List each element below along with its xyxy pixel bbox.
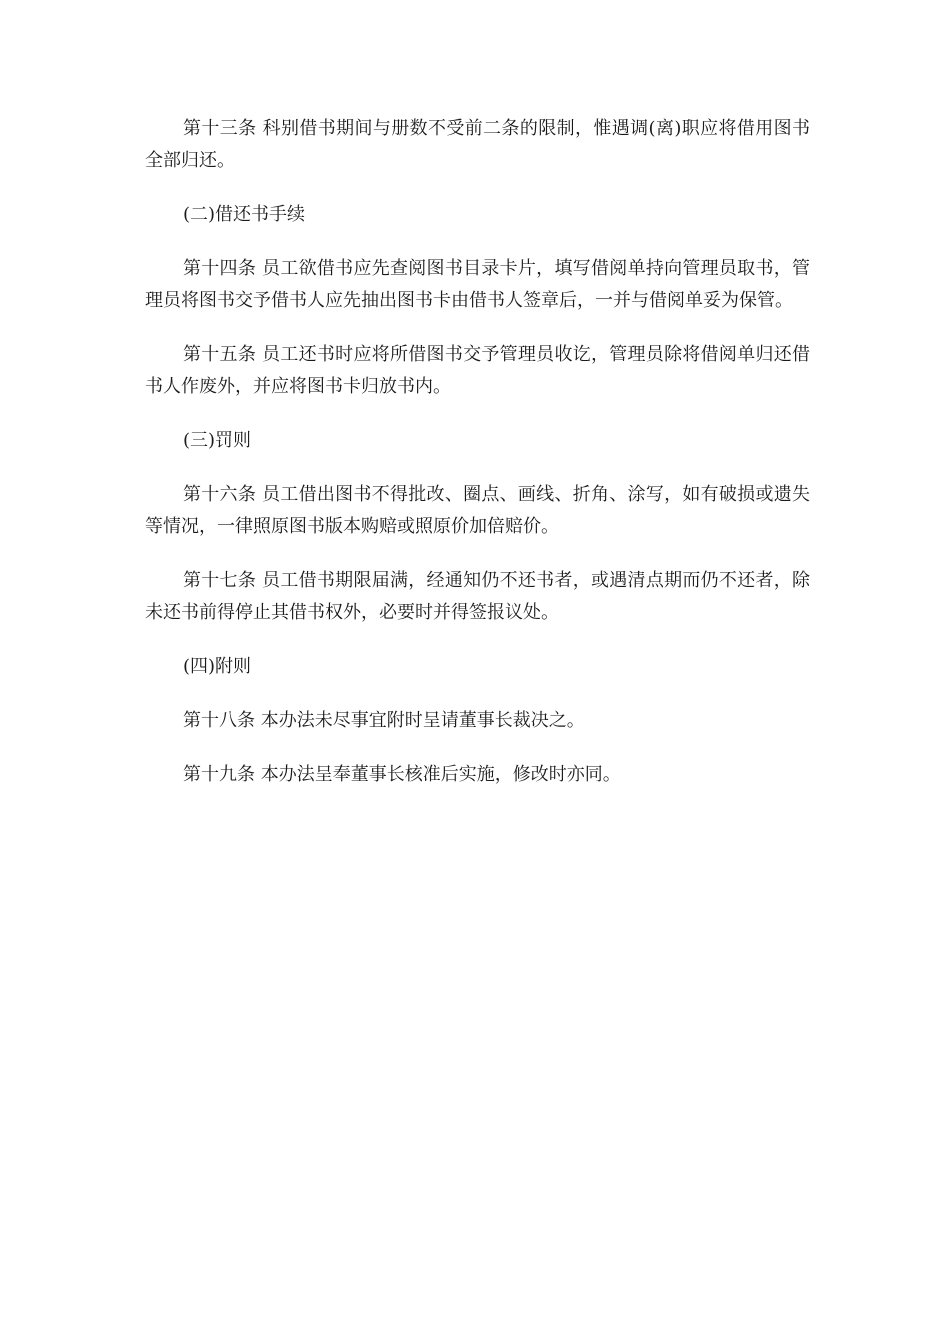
article-14: 第十四条 员工欲借书应先查阅图书目录卡片，填写借阅单持向管理员取书，管理员将图书交予借书人应先抽出图书卡由借书人签章后，一并与借阅单妥为保管。 xyxy=(145,258,810,311)
article-19: 第十九条 本办法呈奉董事长核准后实施，修改时亦同。 xyxy=(183,764,621,785)
article-13: 第十三条 科别借书期间与册数不受前二条的限制，惟遇调(离)职应将借用图书全部归还。 xyxy=(145,118,810,171)
section-heading-supplementary: (四)附则 xyxy=(183,656,252,677)
article-15: 第十五条 员工还书时应将所借图书交予管理员收讫，管理员除将借阅单归还借书人作废外，并应将图书卡归放书内。 xyxy=(145,344,810,397)
document-body xyxy=(145,113,810,813)
section-heading-penalties: (三)罚则 xyxy=(183,430,252,451)
section-heading-borrow-return: (二)借还书手续 xyxy=(183,204,306,225)
article-18: 第十八条 本办法未尽事宜附时呈请董事长裁决之。 xyxy=(183,710,585,731)
article-17: 第十七条 员工借书期限届满，经通知仍不还书者，或遇清点期而仍不还者，除未还书前得停止其借书权外，必要时并得签报议处。 xyxy=(145,570,810,623)
article-16: 第十六条 员工借出图书不得批改、圈点、画线、折角、涂写，如有破损或遗失等情况，一律照原图书版本购赔或照原价加倍赔价。 xyxy=(145,484,810,537)
